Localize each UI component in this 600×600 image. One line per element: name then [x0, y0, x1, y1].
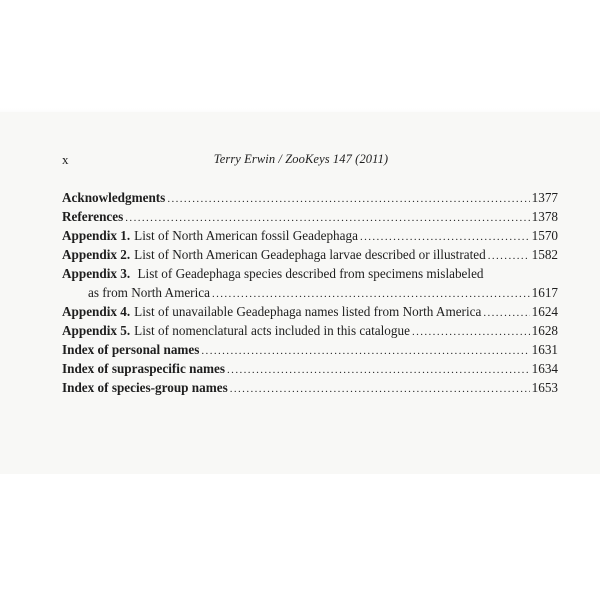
toc-entry-line-1 [62, 264, 558, 283]
toc-entry-label: Appendix 4. [62, 304, 131, 319]
toc-entry-title: List of unavailable Geadephaga names listed from North America [134, 304, 482, 319]
toc-entry-index-species-group-names [62, 378, 558, 397]
toc-entry-appendix-1 [62, 226, 558, 245]
page-header [62, 152, 540, 170]
toc-entry-label: Appendix 1. [62, 228, 131, 243]
toc-entry-page: 1570 [531, 228, 558, 243]
toc-entry-label: Appendix 2. [62, 247, 131, 262]
page-number: x [62, 152, 69, 167]
toc-entry-acknowledgments [62, 188, 558, 207]
toc-entry-title: List of North American fossil Geadephaga [134, 228, 358, 243]
toc-entry-title: Index of personal names [62, 342, 200, 357]
toc-entry-title: Index of species-group names [62, 380, 228, 395]
toc-entry-page: 1628 [531, 323, 558, 338]
toc-entry-line-2 [62, 283, 558, 302]
toc-entry-appendix-2 [62, 245, 558, 264]
toc-entry-page: 1582 [531, 247, 558, 262]
dot-leader [483, 304, 529, 323]
toc-entry-title: List of nomenclatural acts included in this catalogue [134, 323, 410, 338]
dot-leader [230, 380, 530, 399]
toc-entry-page: 1634 [531, 361, 558, 376]
toc-entry-title-continued: as from North America [88, 285, 210, 300]
toc-entry-label: Appendix 5. [62, 323, 131, 338]
toc-entry-page: 1377 [531, 190, 558, 205]
toc-entry-index-supraspecific-names [62, 359, 558, 378]
dot-leader [167, 190, 529, 209]
toc-entry-page: 1631 [531, 342, 558, 357]
toc-entry-appendix-3 [62, 264, 558, 302]
toc-entry-page: 1653 [531, 380, 558, 395]
toc-entry-appendix-4 [62, 302, 558, 321]
dot-leader [201, 342, 529, 361]
toc-entry-label: Appendix 3. [62, 266, 131, 281]
running-title: Terry Erwin / ZooKeys 147 (2011) [213, 152, 389, 166]
toc-entry-title: Index of supraspecific names [62, 361, 226, 376]
table-of-contents [62, 188, 558, 397]
toc-entry-appendix-5 [62, 321, 558, 340]
toc-entry-title: List of North American Geadephaga larvae described or illustrated [134, 247, 486, 262]
toc-entry-title: List of Geadephaga species described from specimens mislabeled [137, 266, 484, 281]
toc-entry-title: References [62, 209, 124, 224]
toc-entry-title: Acknowledgments [62, 190, 166, 205]
dot-leader [412, 323, 530, 342]
dot-leader [227, 361, 530, 380]
toc-entry-page: 1378 [531, 209, 558, 224]
toc-entry-index-personal-names [62, 340, 558, 359]
toc-entry-references [62, 207, 558, 226]
toc-entry-page: 1617 [531, 285, 558, 300]
toc-entry-page: 1624 [531, 304, 558, 319]
